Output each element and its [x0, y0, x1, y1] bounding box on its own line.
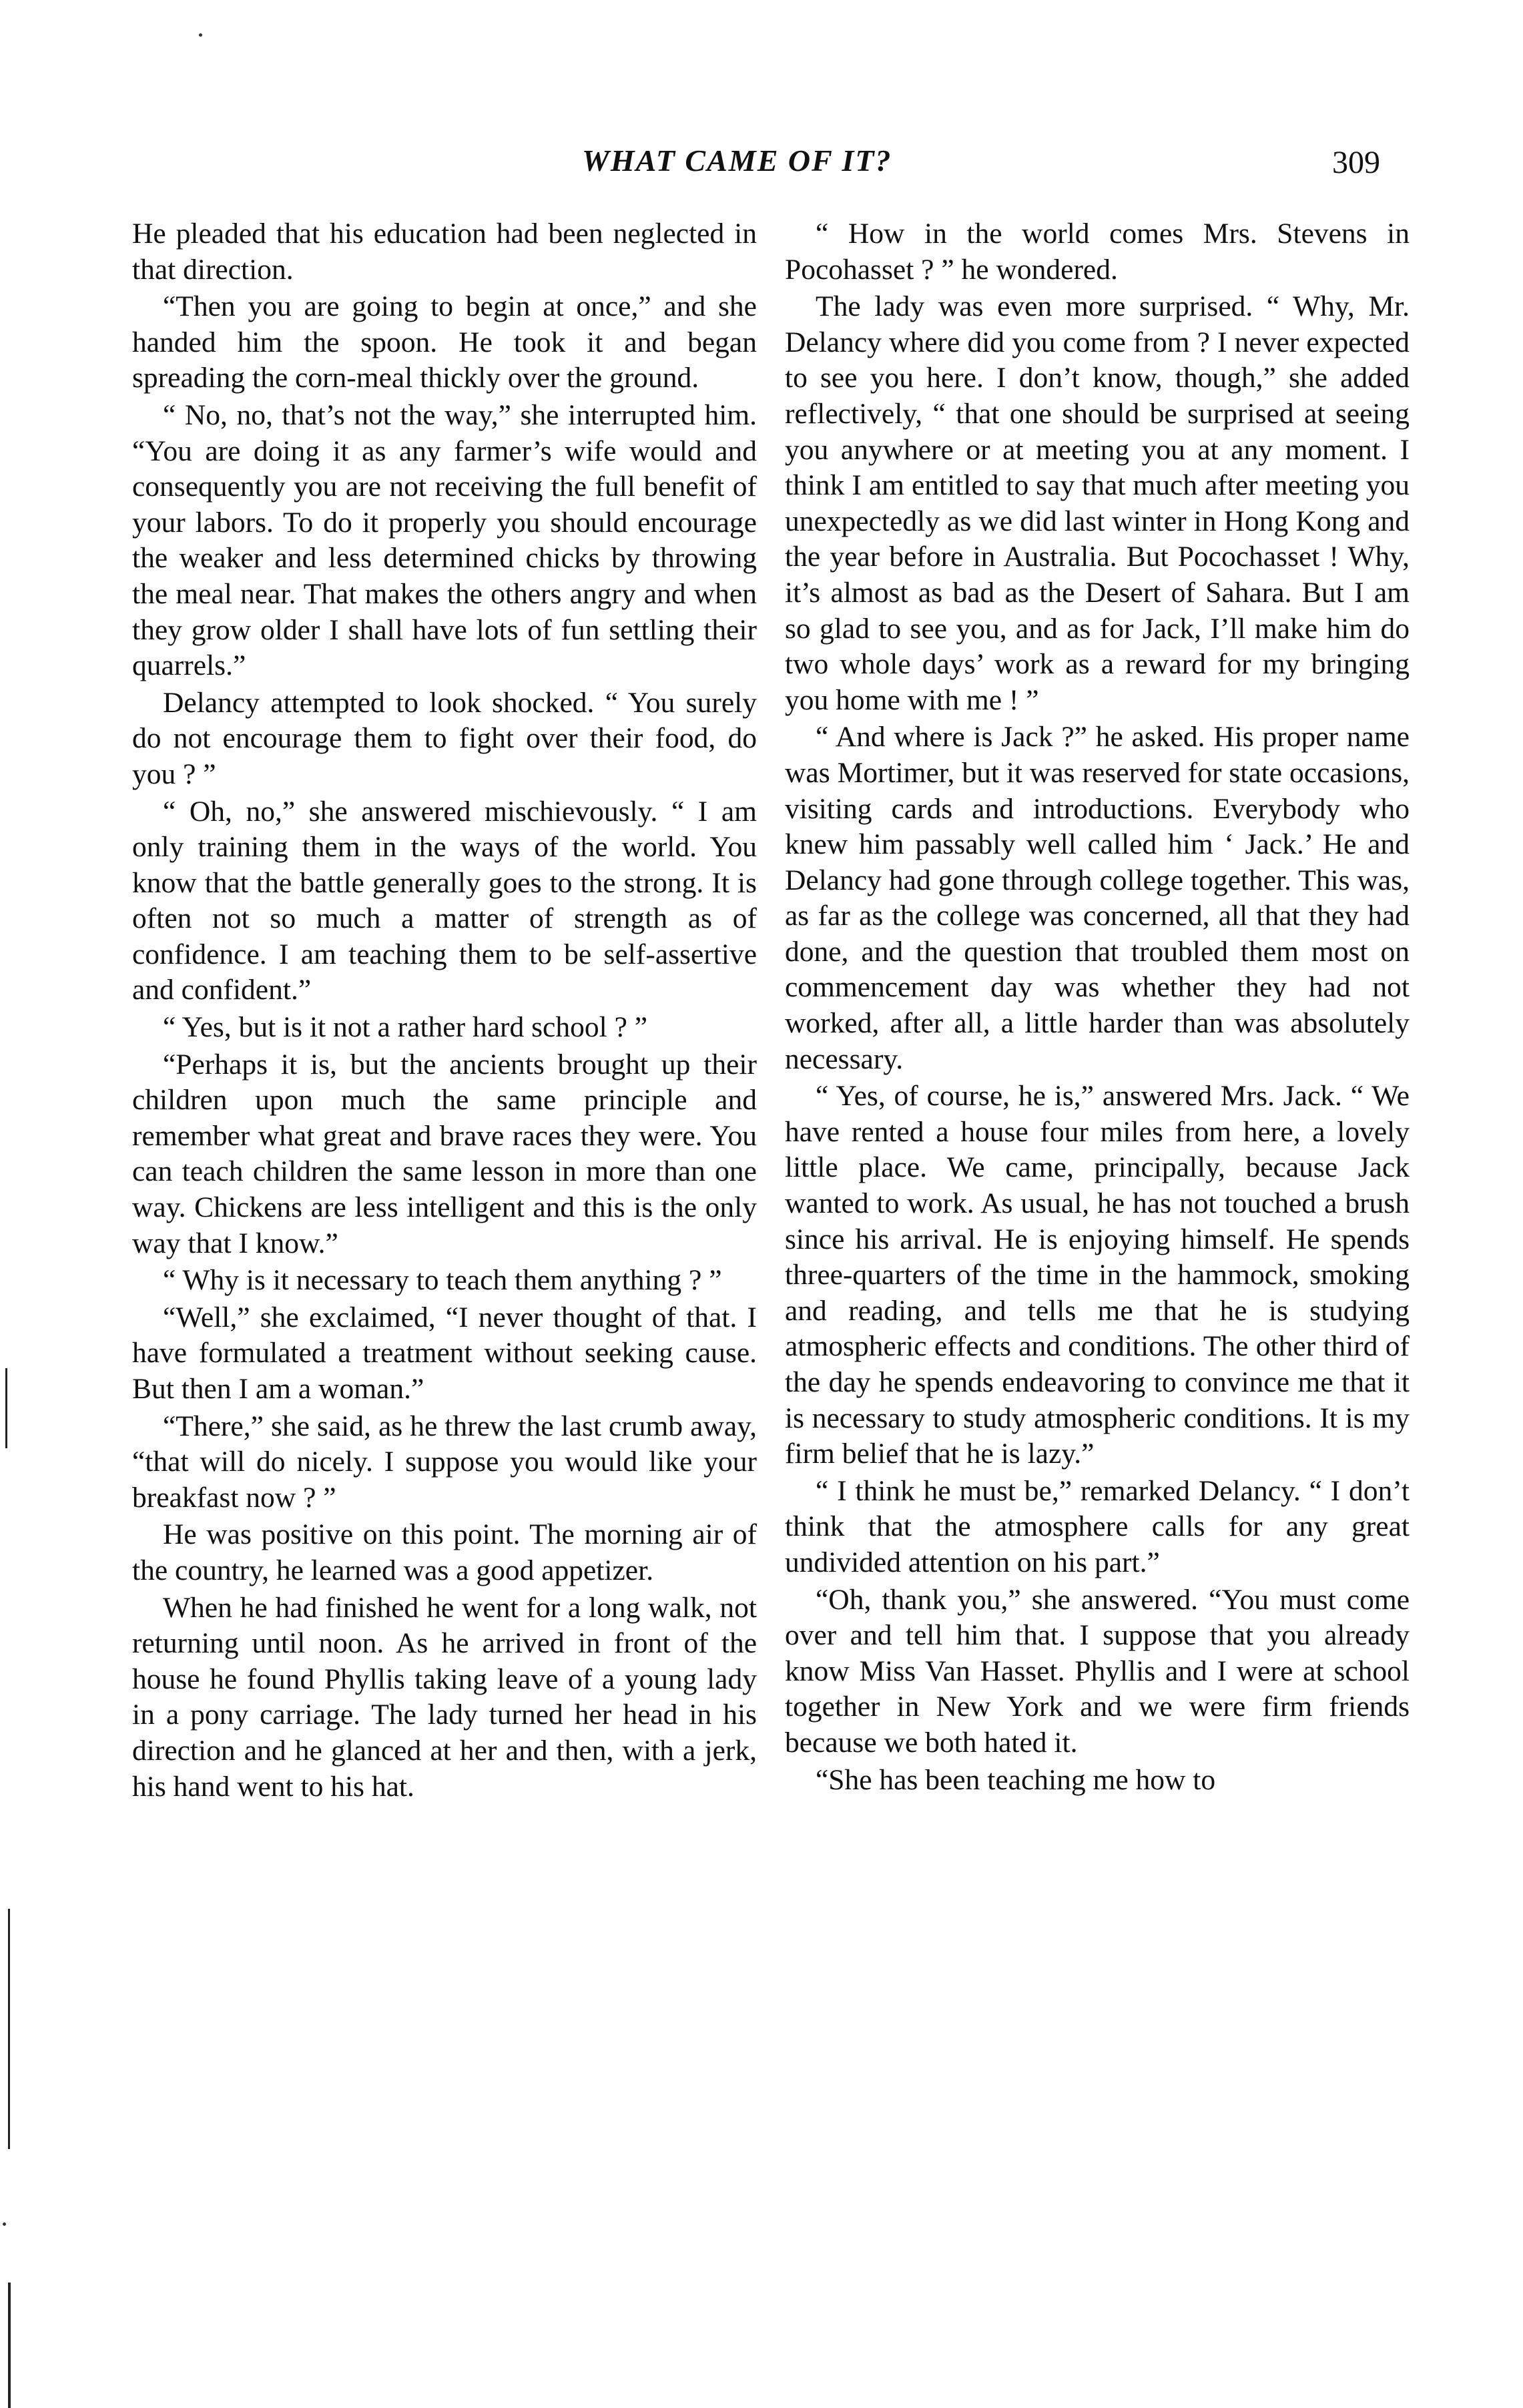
page-number: 309 [1332, 145, 1380, 180]
paragraph: “ Oh, no,” she answered mischievously. “ I am only training them in the ways of the world. You know that the battle generally goes to the strong. It is often not so much a matter of strength as of confidence. I am teaching them to be self-assertive and confident.” [132, 795, 757, 1006]
paragraph: “She has been teaching me how to [816, 1763, 1216, 1796]
left-column [132, 216, 757, 1806]
paragraph: “ No, no, that’s not the way,” she interrupted him. “You are doing it as any farmer’s wife would and consequently you are not receiving the full benefit of your labors. To do it properly you should encourage the weaker and less determined chicks by throwing the meal near. That makes the others angry and when they grow older I shall have lots of fun settling their quarrels.” [132, 398, 757, 682]
scan-edge-mark [5, 1368, 7, 1448]
paragraph: “Perhaps it is, but the ancients brought up their children upon much the same principle and remember what great and brave races they were. You can teach children the same lesson in more than one way. Chickens are less intelligent and this is the only way that I know.” [132, 1048, 757, 1259]
right-column [785, 216, 1410, 1799]
paragraph: “There,” she said, as he threw the last crumb away, “that will do nicely. I suppose you would like your breakfast now ? ” [132, 1410, 757, 1514]
paragraph: “ Why is it necessary to teach them anything ? ” [163, 1264, 722, 1297]
paragraph: He pleaded that his education had been neglected in that direction. [132, 218, 757, 286]
paragraph: “ And where is Jack ?” he asked. His proper name was Mortimer, but it was reserved for state occasions, visiting cards and introductions. Everybody who knew him passably well called him ‘ Jack.’ He and Delancy had gone through college together. This was, as far as the college was concerned, all that they had done, and the question that troubled them most on commencement day was whether they had not worked, after all, a little harder than was absolutely necessary. [785, 721, 1410, 1075]
scan-edge-mark [8, 1909, 10, 2149]
scan-edge-mark [8, 2283, 11, 2408]
paragraph: When he had finished he went for a long walk, not returning until noon. As he arrived in front of the house he found Phyllis taking leave of a young lady in a pony carriage. The lady turned her head in his direction and he glanced at her and then, with a jerk, his hand went to his hat. [132, 1591, 757, 1803]
paragraph: “ How in the world comes Mrs. Stevens in Pocohasset ? ” he wondered. [785, 218, 1410, 286]
paragraph: The lady was even more surprised. “ Why, Mr. Delancy where did you come from ? I never expected to see you here. I don’t know, though,” she added reflectively, “ that one should be surprised at seeing you anywhere or at meeting you at any moment. I think I am entitled to say that much after meeting you unexpectedly as we did last winter in Hong Kong and the year before in Australia. But Pocochasset ! Why, it’s almost as bad as the Desert of Sahara. But I am so glad to see you, and as for Jack, I’ll make him do two whole days’ work as a reward for my bringing you home with me ! ” [785, 290, 1410, 716]
paragraph: Delancy attempted to look shocked. “ You surely do not encourage them to fight over their food, do you ? ” [132, 686, 757, 790]
scan-dust-dot [3, 2222, 6, 2226]
paragraph: “Then you are going to begin at once,” and she handed him the spoon. He took it and began spreading the corn-meal thickly over the ground. [132, 290, 757, 394]
paragraph: “ Yes, but is it not a rather hard school ? ” [163, 1011, 648, 1044]
scan-dust-dot [199, 33, 202, 37]
paragraph: “ I think he must be,” remarked Delancy. “ I don’t think that the atmosphere calls for any great undivided attention on his part.” [785, 1474, 1410, 1578]
running-title: WHAT CAME OF IT? [582, 143, 892, 178]
paragraph: He was positive on this point. The morning air of the country, he learned was a good appetizer. [132, 1518, 757, 1586]
paragraph: “Oh, thank you,” she answered. “You must come over and tell him that. I suppose that you already know Miss Van Hasset. Phyllis and I were at school together in New York and we were firm friends because we both hated it. [785, 1583, 1410, 1759]
paragraph: “Well,” she exclaimed, “I never thought of that. I have formulated a treatment without seeking cause. But then I am a woman.” [132, 1301, 757, 1405]
paragraph: “ Yes, of course, he is,” answered Mrs. Jack. “ We have rented a house four miles from here, a lovely little place. We came, principally, because Jack wanted to work. As usual, he has not touched a brush since his arrival. He is enjoying himself. He spends three-quarters of the time in the hammock, smoking and reading, and tells me that he is studying atmospheric effects and conditions. The other third of the day he spends endeavoring to convince me that it is necessary to study atmospheric conditions. It is my firm belief that he is lazy.” [785, 1080, 1410, 1470]
